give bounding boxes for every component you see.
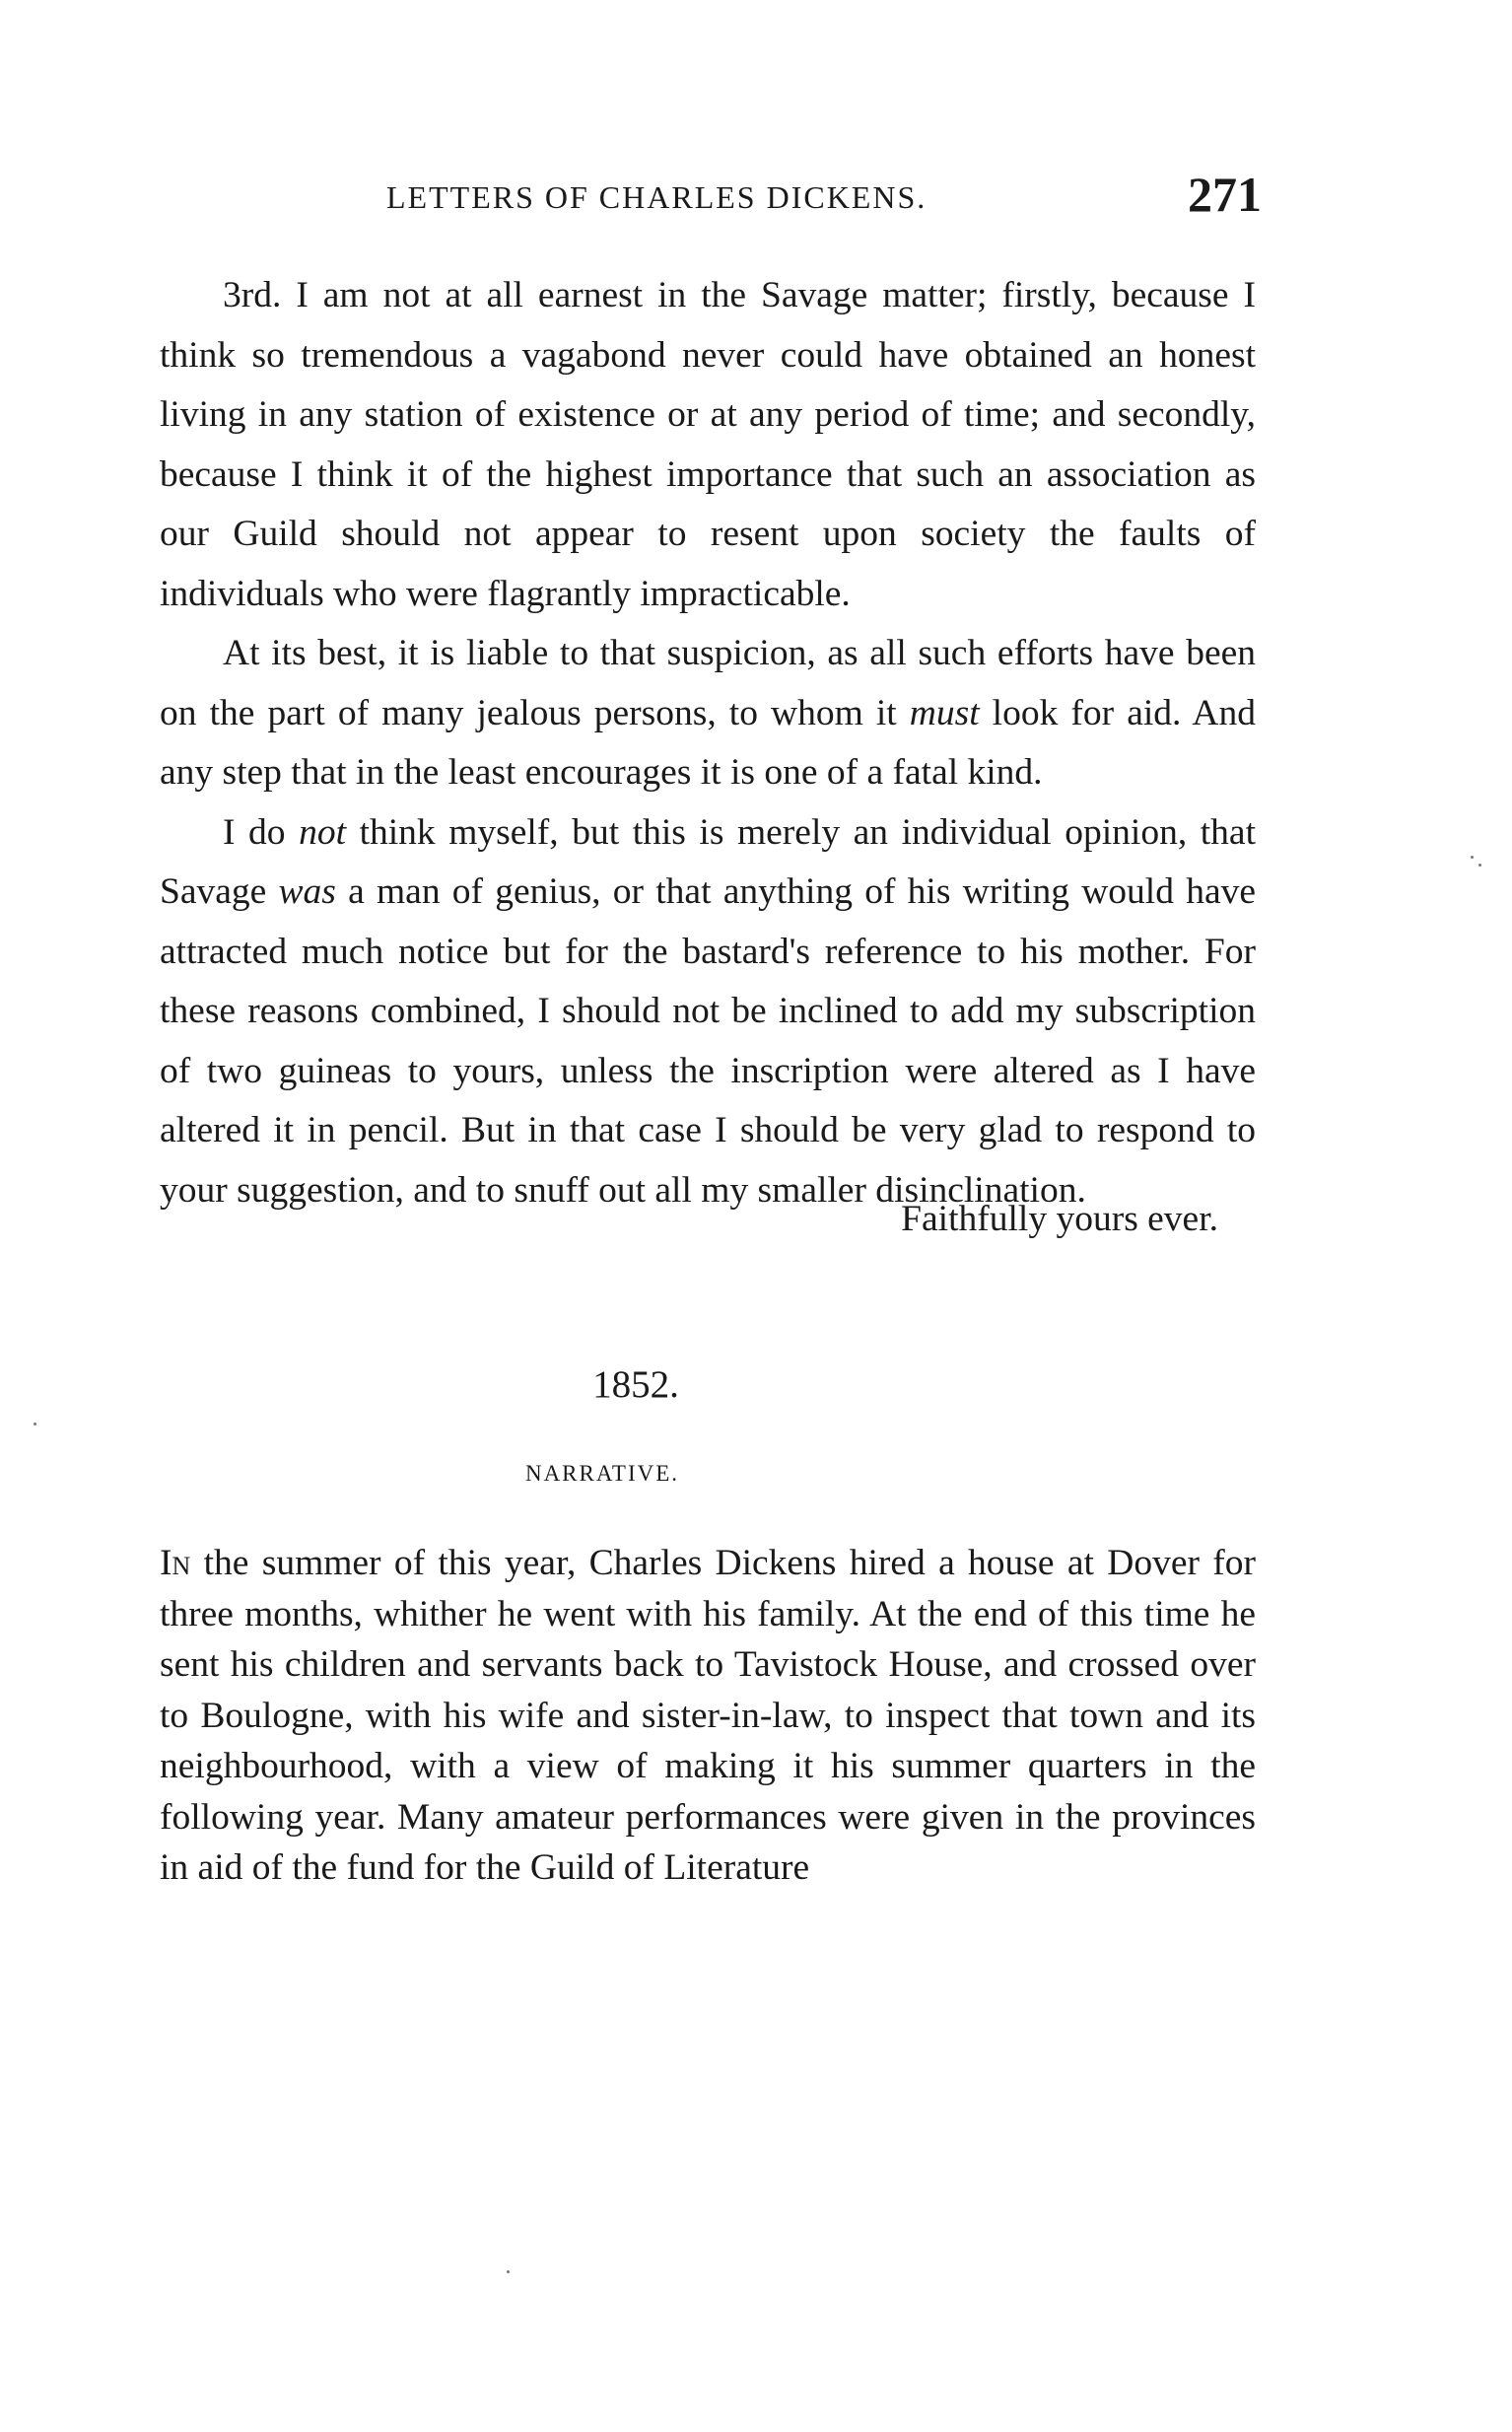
paragraph-3-emphasis-1: not	[299, 811, 347, 853]
page-number: 271	[1188, 167, 1262, 222]
paragraph-2-emphasis: must	[909, 692, 980, 733]
narrative-body	[160, 1538, 1256, 1894]
narrative-dropcap: In	[160, 1543, 191, 1583]
paragraph-1	[160, 266, 1256, 624]
paper-speck	[1478, 864, 1481, 867]
paragraph-3-part-a: I do	[223, 811, 300, 853]
section-year: 1852.	[592, 1363, 679, 1406]
letter-signoff: Faithfully yours ever.	[901, 1199, 1218, 1239]
paragraph-2-part-b: look for aid. And any step that in the least encourages it is one of a fatal kind.	[160, 692, 1256, 793]
paper-speck	[507, 2270, 510, 2273]
paragraph-1-text: I am not at all earnest in the Savage matter; firstly, because I think so tremendous a vagabond never could have obtained an honest living in any station of existence or at any period of time; and secondly, because I think it of the highest importance that such an association as our Guild should not appear to resent upon society the faults of individuals who were flagrantly impracticable.	[160, 275, 1256, 614]
running-head	[158, 166, 1262, 225]
section-heading: NARRATIVE.	[524, 1461, 680, 1486]
paragraph-3-part-b: think myself, but this is merely an individual opinion, that Savage	[160, 811, 1256, 912]
paragraph-3-part-c: a man of genius, or that anything of his writing would have attracted much notice but for the bastard's reference to his mother. For these reasons combined, I should not be inclined to add my subscription of two guineas to yours, unless the inscription were altered as I have altered it in pencil. But in that case I should be very glad to respond to your suggestion, and to snuff out all my smaller disinclination.	[160, 871, 1256, 1211]
narrative-paragraph	[160, 1538, 1256, 1894]
narrative-text: the summer of this year, Charles Dickens hired a house at Dover for three months, whither he went with his family. At the end of this time he sent his children and servants back to Tavistock House, and crossed over to Boulogne, with his wife and sister-in-law, to inspect that town and its neighbourhood, with a view of making it his summer quarters in the following year. Many amateur performances were given in the provinces in aid of the fund for the Guild of Literature	[160, 1543, 1256, 1888]
running-title: LETTERS OF CHARLES DICKENS.	[386, 179, 928, 215]
paragraph-2	[160, 624, 1256, 803]
paragraph-1-lead: 3rd.	[223, 275, 282, 315]
paragraph-3-emphasis-2: was	[278, 871, 336, 912]
letter-body	[160, 266, 1256, 1220]
paragraph-3	[160, 803, 1256, 1221]
paragraph-2-part-a: At its best, it is liable to that suspicion, as all such efforts have been on the part of many jealous persons, to whom it	[160, 633, 1256, 733]
paper-speck	[1471, 856, 1474, 859]
paper-speck	[34, 1423, 36, 1425]
